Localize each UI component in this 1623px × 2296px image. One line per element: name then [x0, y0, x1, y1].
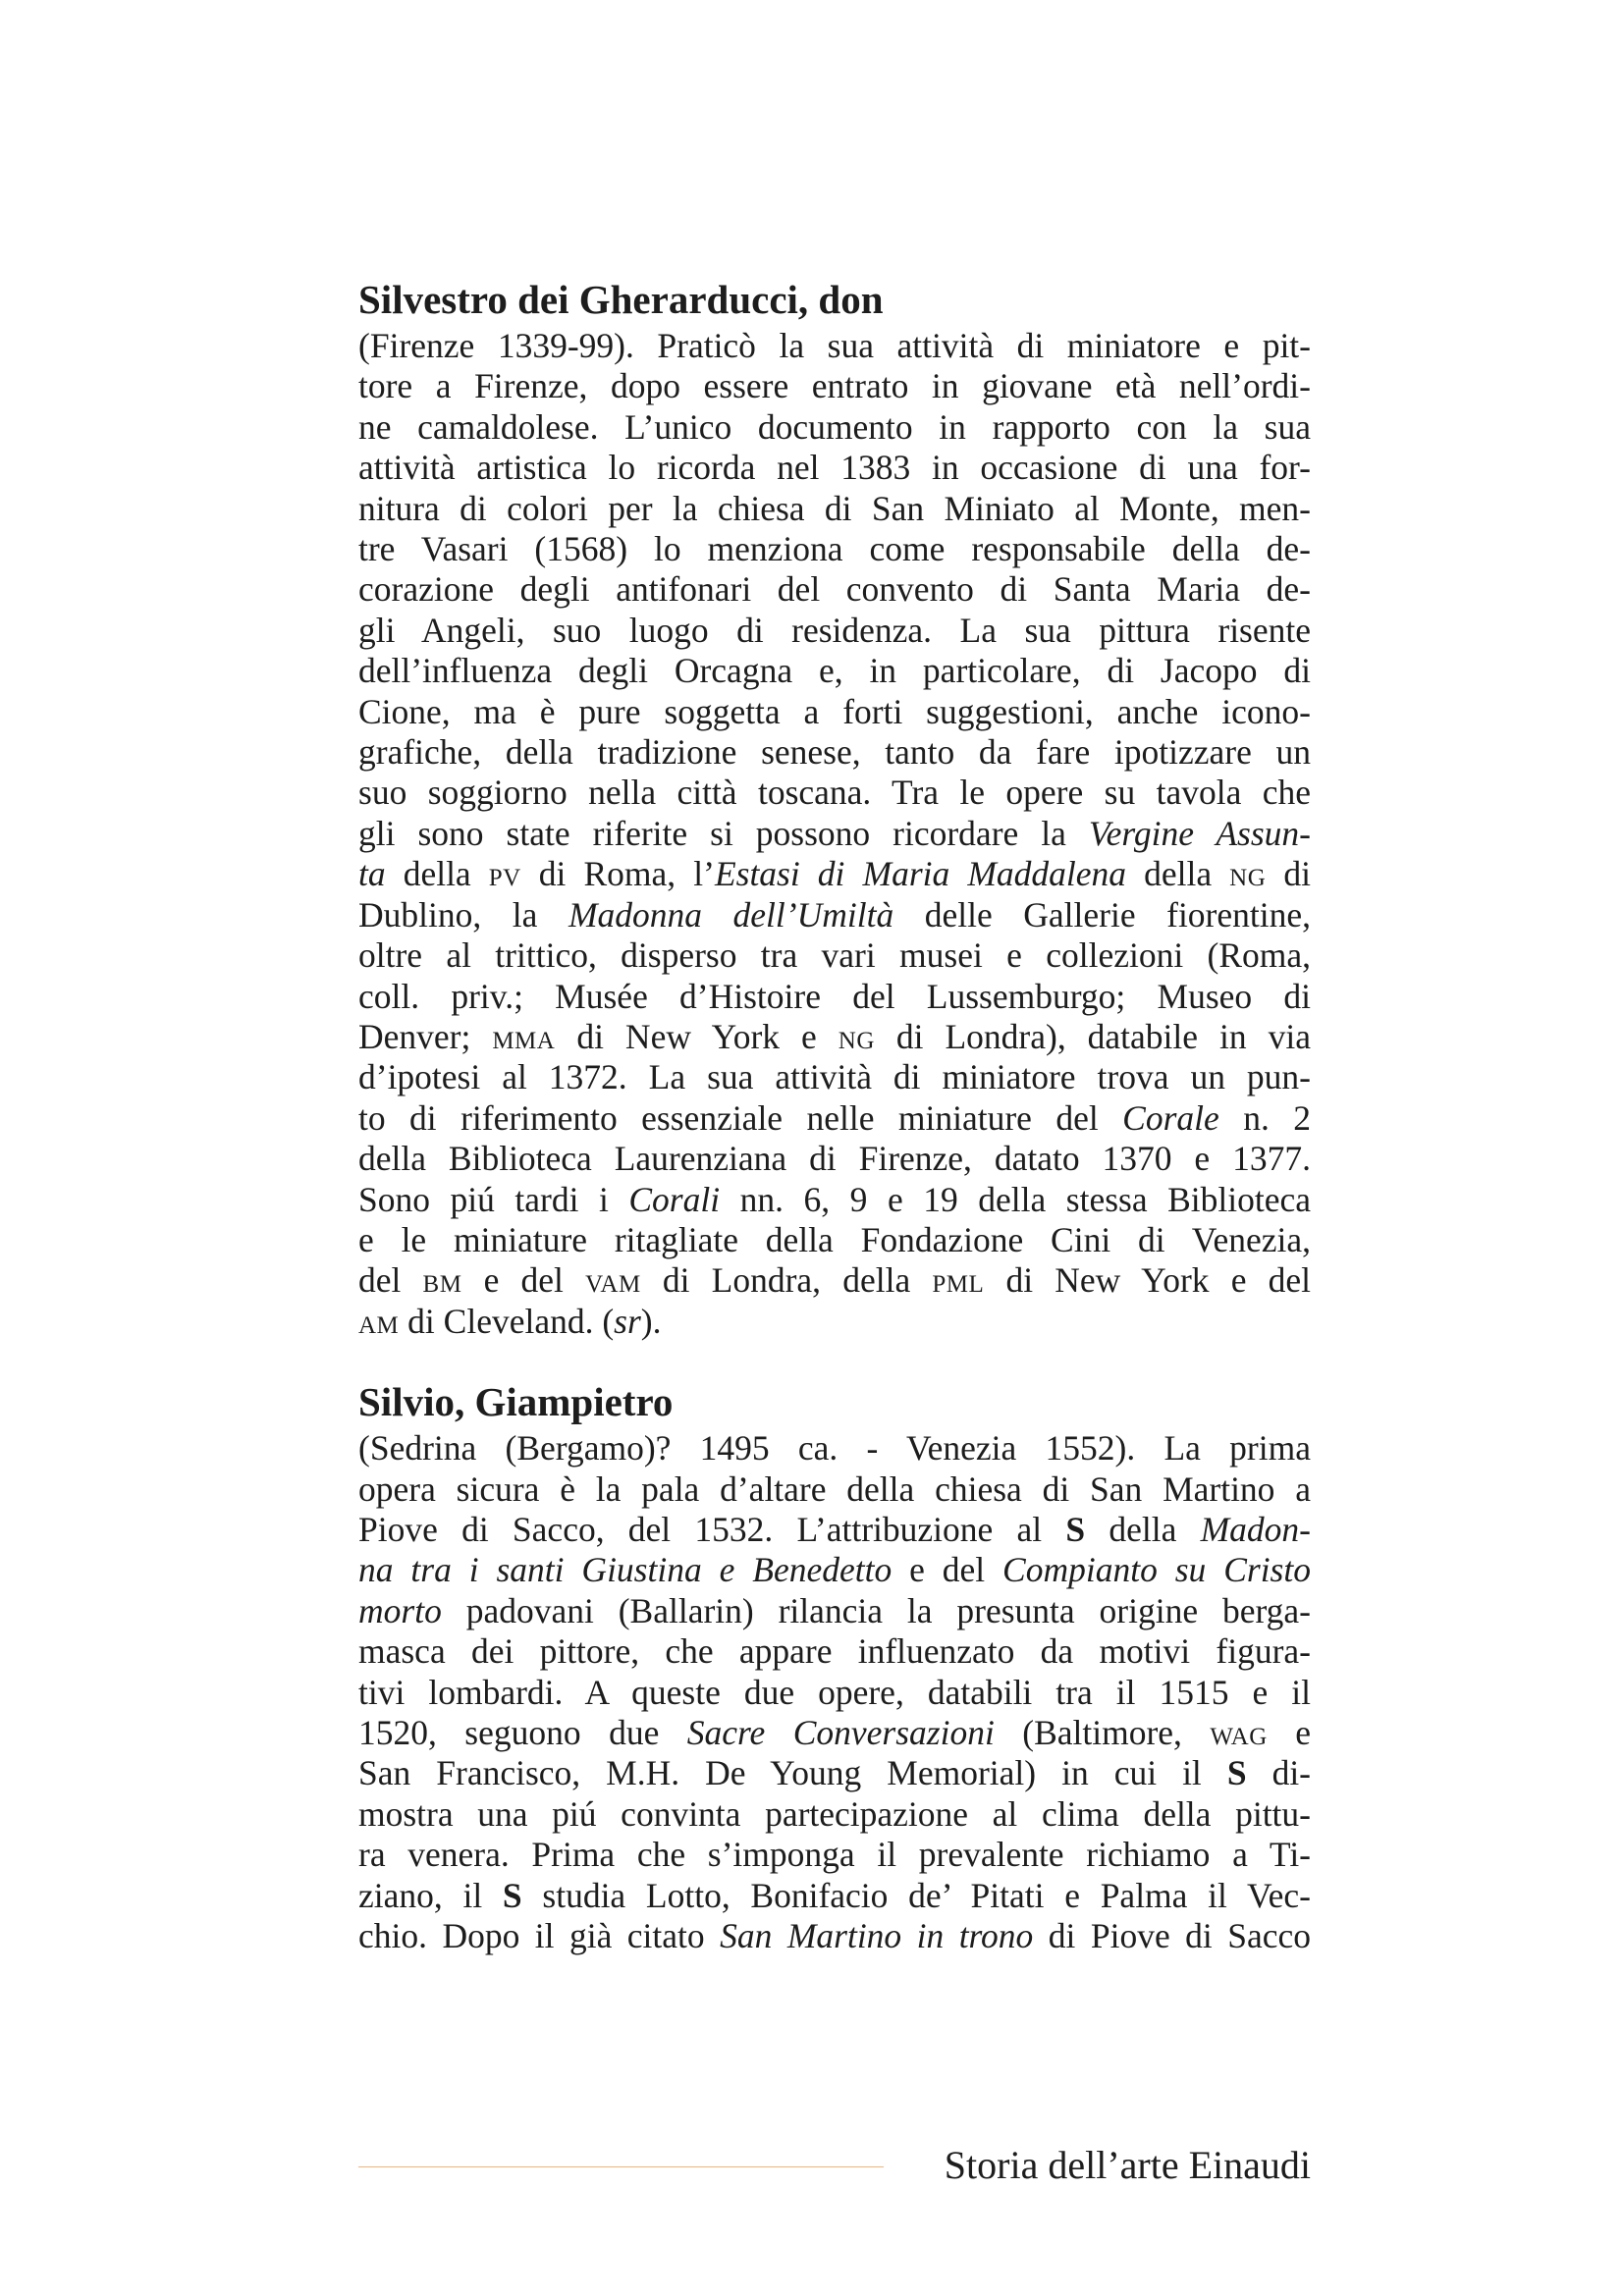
- entry-body-silvio: [358, 1428, 1311, 1956]
- text-line: ra venera. Prima che s’imponga il prevalente richiamo a Ti-: [358, 1835, 1311, 1875]
- text-line: dell’influenza degli Orcagna e, in particolare, di Jacopo di: [358, 651, 1311, 691]
- text-line: corazione degli antifonari del convento di Santa Maria de-: [358, 569, 1311, 610]
- entry-body-silvestro: [358, 326, 1311, 1342]
- text-column: [358, 273, 1311, 1956]
- text-line: 1520, seguono due Sacre Conversazioni (Baltimore, wag e: [358, 1713, 1311, 1752]
- entry-title-silvestro: Silvestro dei Gherarducci, don: [358, 277, 884, 322]
- text-line: Sono piú tardi i Corali nn. 6, 9 e 19 della stessa Biblioteca: [358, 1179, 1312, 1219]
- text-line: suo soggiorno nella città toscana. Tra le opere su tavola che: [358, 773, 1311, 813]
- text-line: attività artistica lo ricorda nel 1383 in occasione di una for-: [358, 448, 1311, 488]
- text-line: morto padovani (Ballarin) rilancia la presunta origine berga-: [358, 1590, 1311, 1630]
- text-line: to di riferimento essenziale nelle miniature del Corale n. 2: [358, 1097, 1311, 1138]
- text-line: San Francisco, M.H. De Young Memorial) in cui il S di-: [358, 1753, 1312, 1793]
- text-line: (Firenze 1339-99). Praticò la sua attività di miniatore e pit-: [358, 326, 1311, 365]
- text-line: oltre al trittico, disperso tra vari musei e collezioni (Roma,: [358, 935, 1311, 976]
- text-line: nitura di colori per la chiesa di San Miniato al Monte, men-: [358, 488, 1311, 528]
- text-line: gli sono state riferite si possono ricordare la Vergine Assun-: [358, 813, 1311, 853]
- text-line: Cione, ma è pure soggetta a forti suggestioni, anche icono-: [358, 691, 1311, 731]
- text-line: chio. Dopo il già citato San Martino in trono di Piove di Sacco: [358, 1916, 1311, 1956]
- text-line: d’ipotesi al 1372. La sua attività di miniatore trova un pun-: [358, 1057, 1311, 1097]
- text-line: gli Angeli, suo luogo di residenza. La sua pittura risente: [358, 610, 1311, 650]
- footer-publisher: Storia dell’arte Einaudi: [944, 2143, 1311, 2187]
- entry-title-silvio: Silvio, Giampietro: [358, 1379, 674, 1425]
- text-line: Piove di Sacco, del 1532. L’attribuzione al S della Madon-: [358, 1509, 1311, 1549]
- footer-rule: [358, 2166, 884, 2167]
- text-line: na tra i santi Giustina e Benedetto e del Compianto su Cristo: [358, 1550, 1311, 1590]
- text-line: am di Cleveland. (sr).: [358, 1301, 662, 1341]
- entry-gap: [358, 1342, 1311, 1375]
- text-line: Denver; mma di New York e ng di Londra), databile in via: [358, 1016, 1311, 1056]
- text-line: grafiche, della tradizione senese, tanto da fare ipotizzare un: [358, 732, 1311, 773]
- text-line: ziano, il S studia Lotto, Bonifacio de’ Pitati e Palma il Vec-: [358, 1875, 1311, 1915]
- text-line: opera sicura è la pala d’altare della chiesa di San Martino a: [358, 1468, 1311, 1509]
- text-line: coll. priv.; Musée d’Histoire del Lussemburgo; Museo di: [358, 976, 1311, 1016]
- text-line: tore a Firenze, dopo essere entrato in giovane età nell’ordi-: [358, 366, 1311, 406]
- text-line: ta della pv di Roma, l’Estasi di Maria Maddalena della ng di: [358, 854, 1311, 894]
- text-line: del bm e del vam di Londra, della pml di New York e del: [358, 1260, 1311, 1301]
- text-line: mostra una piú convinta partecipazione al clima della pittu-: [358, 1793, 1311, 1834]
- text-line: (Sedrina (Bergamo)? 1495 ca. - Venezia 1552). La prima: [358, 1428, 1311, 1468]
- text-line: e le miniature ritagliate della Fondazione Cini di Venezia,: [358, 1219, 1311, 1259]
- text-line: ne camaldolese. L’unico documento in rapporto con la sua: [358, 406, 1311, 447]
- text-line: della Biblioteca Laurenziana di Firenze, datato 1370 e 1377.: [358, 1139, 1311, 1179]
- text-line: tivi lombardi. A queste due opere, databili tra il 1515 e il: [358, 1672, 1311, 1712]
- text-line: tre Vasari (1568) lo menziona come responsabile della de-: [358, 529, 1311, 569]
- text-line: Dublino, la Madonna dell’Umiltà delle Gallerie fiorentine,: [358, 894, 1311, 934]
- text-line: masca dei pittore, che appare influenzato da motivi figura-: [358, 1631, 1311, 1672]
